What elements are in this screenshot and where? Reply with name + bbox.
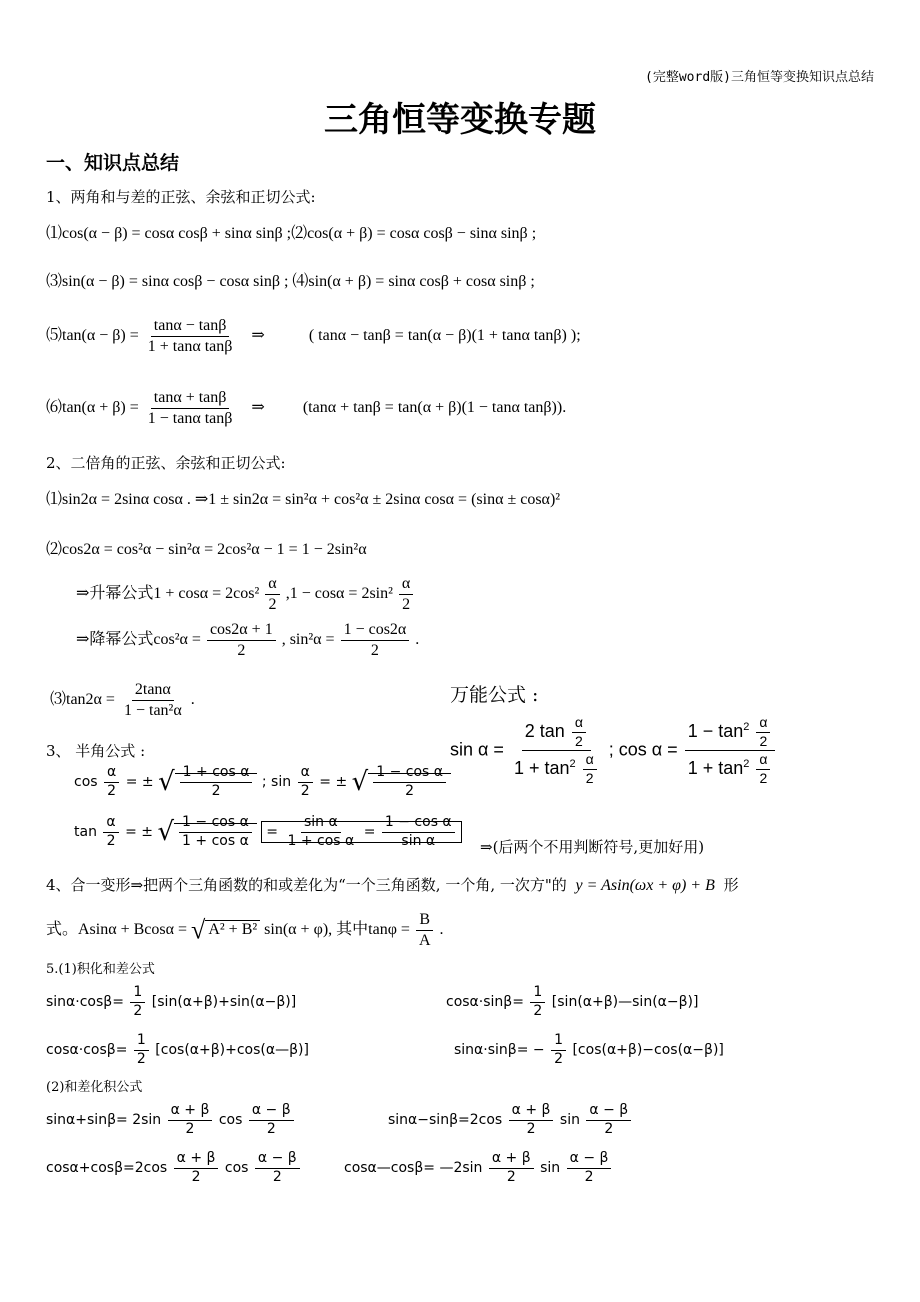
half-difference <box>249 1102 294 1138</box>
subheading-sum-difference: 1、两角和与差的正弦、余弦和正切公式: <box>46 188 316 206</box>
sqrt-icon: √ <box>157 817 175 847</box>
fraction-denominator: 2 <box>533 1002 543 1019</box>
cos-label: cos <box>224 1160 249 1176</box>
period: . <box>190 691 195 709</box>
one-minus-tan: 1 − tan <box>687 720 744 741</box>
one-plus-tan: 1 + tan <box>687 757 744 778</box>
tan-label: tan <box>74 824 97 840</box>
formula-sin-double: ⑴sin2α = 2sinα cosα . ⇒1 ± sin2α = sin²α + cos²α ± 2sinα cosα = (sinα ± cosα)² <box>46 491 561 508</box>
fraction-denominator: 1 + cos α <box>182 832 249 849</box>
two: 2 <box>759 769 768 786</box>
half-alpha <box>104 764 119 800</box>
combine-lhs: 式。Asinα + Bcosα = <box>46 921 188 939</box>
half-alpha <box>103 814 118 850</box>
fraction-numerator: α <box>265 574 279 595</box>
formula-tan-sum <box>46 388 566 429</box>
fraction-denominator: 2 <box>211 782 221 799</box>
product-rhs: [cos(α+β)+cos(α—β)] <box>155 1042 309 1058</box>
formula-raise-power <box>76 574 415 615</box>
two: 2 <box>107 782 117 799</box>
fraction-numerator: 1 − cos α <box>382 814 455 833</box>
fraction-numerator: 1 + cos α <box>180 764 253 783</box>
radicand-fraction <box>180 764 253 800</box>
fraction-denominator: 2 <box>506 1168 516 1185</box>
fraction-numerator: 1 <box>130 984 145 1003</box>
half-alpha <box>298 764 313 800</box>
fraction-denominator: 1 + cos α <box>287 832 355 849</box>
radicand <box>175 764 258 799</box>
fraction-denominator: 2 <box>402 596 411 613</box>
implies-arrow: ⇒ <box>251 399 265 417</box>
header-note: (完整word版)三角恒等变换知识点总结 <box>645 70 874 85</box>
sum-lhs: cosα+cosβ=2cos <box>46 1160 168 1176</box>
fraction-denominator: sin α <box>401 832 436 849</box>
combine-text: 4、合一变形⇒把两个三角函数的和或差化为“一个三角函数, 一个角, 一次方"的 <box>46 876 567 894</box>
half-sum <box>509 1102 554 1138</box>
fraction-denominator: 2 <box>370 642 379 659</box>
period: . <box>415 631 420 649</box>
tan-diff-lhs: ⑸tan(α − β) = <box>46 327 139 345</box>
half-difference <box>586 1102 631 1138</box>
tan-sum-lhs: ⑹tan(α + β) = <box>46 399 139 417</box>
fraction-numerator: α <box>399 574 413 595</box>
fraction-numerator: 1 <box>134 1032 149 1051</box>
formula-cos-cos-product <box>46 1032 309 1068</box>
one-half <box>551 1032 566 1068</box>
half-difference <box>255 1150 300 1186</box>
fraction-numerator: tanα + tanβ <box>151 388 230 409</box>
fraction-denominator: 2 <box>185 1120 195 1137</box>
sin-label: sin <box>540 1160 561 1176</box>
formula-sin-sin-product <box>454 1032 724 1068</box>
fraction-numerator: 2tanα <box>132 680 174 701</box>
formula-sin-diff-sum: ⑶sin(α − β) = sinα cosβ − cosα sinβ ; ⑷sin(α + β) = sinα cosβ + cosα sinβ ; <box>46 273 535 290</box>
square: 2 <box>743 720 750 733</box>
fraction-numerator: α − β <box>567 1150 612 1169</box>
fraction-denominator: 1 − tan²α <box>123 702 182 719</box>
fraction-numerator: α + β <box>168 1102 213 1121</box>
sin-label: sin <box>559 1112 580 1128</box>
radicand-fraction <box>373 764 446 800</box>
formula-half-cos-sin <box>74 764 451 800</box>
radicand <box>174 814 257 849</box>
alpha: α <box>572 714 586 733</box>
two-tan: 2 tan <box>524 720 565 741</box>
fraction-denominator: 2 <box>268 596 277 613</box>
formula-cos-plus-cos <box>46 1150 302 1186</box>
half-difference <box>567 1150 612 1186</box>
fraction-numerator: α − β <box>586 1102 631 1121</box>
product-rhs: [cos(α+β)−cos(α−β)] <box>572 1042 724 1058</box>
fraction-numerator: 1 <box>551 1032 566 1051</box>
fraction-denominator <box>685 751 776 787</box>
fraction-numerator <box>522 714 591 751</box>
fraction-numerator: 1 − cos α <box>373 764 446 783</box>
reduce-power-part1: ⇒降幂公式cos²α = <box>76 631 201 649</box>
fraction-numerator: sin α <box>301 814 341 833</box>
alpha: α <box>756 714 770 733</box>
combine-rhs: sin(α + φ), 其中tanφ = <box>264 921 410 939</box>
fraction-denominator <box>511 751 602 787</box>
sin-label: ; sin <box>261 774 292 790</box>
universal-formula-label: 万能公式 : <box>450 684 539 706</box>
fraction-denominator: 2 <box>237 642 246 659</box>
implies-arrow: ⇒ <box>251 327 265 345</box>
fraction-numerator: 1 − cos2α <box>341 620 410 641</box>
sum-lhs: sinα+sinβ= 2sin <box>46 1112 162 1128</box>
half-angle-note: ⇒(后两个不用判断符号,更加好用) <box>480 838 705 856</box>
fraction-numerator: α + β <box>174 1150 219 1169</box>
sin-universal-fraction <box>511 714 602 787</box>
square: 2 <box>743 757 750 770</box>
equals-plus-minus: = ± <box>125 824 154 840</box>
fraction-denominator: 1 − tanα tanβ <box>147 410 233 427</box>
one-half <box>134 1032 149 1068</box>
formula-sin-plus-sin <box>46 1102 296 1138</box>
two: 2 <box>106 832 116 849</box>
boxed-tan-half-formula <box>261 814 461 849</box>
two: 2 <box>574 732 583 749</box>
half-sum <box>168 1102 213 1138</box>
fraction-numerator: B <box>416 910 433 931</box>
two: 2 <box>585 769 594 786</box>
cos-alpha-lhs: ; cos α = <box>608 739 678 760</box>
fraction-denominator: 2 <box>133 1002 143 1019</box>
fraction-denominator: 2 <box>554 1050 564 1067</box>
equals-plus-minus: = ± <box>319 774 348 790</box>
half-angle-fraction <box>399 574 413 615</box>
cos-label: cos <box>74 774 98 790</box>
one-minus-cos-over-sin <box>382 814 455 850</box>
fraction-numerator: 1 − cos α <box>179 814 252 833</box>
tan-double-lhs: ⑶tan2α = <box>50 691 115 709</box>
tan-double-fraction <box>121 680 185 721</box>
product-lhs: sinα·cosβ= <box>46 994 124 1010</box>
tan-diff-fraction <box>145 316 236 357</box>
formula-combine <box>46 910 444 951</box>
cos-universal-fraction <box>685 714 776 787</box>
fraction-numerator: tanα − tanβ <box>151 316 230 337</box>
fraction-denominator: 1 + tanα tanβ <box>147 338 233 355</box>
formula-tan-double <box>50 680 195 721</box>
sin-alpha-lhs: sin α = <box>450 739 504 760</box>
equals-plus-minus: = ± <box>125 774 154 790</box>
half-sum <box>174 1150 219 1186</box>
sum-lhs: cosα—cosβ= —2sin <box>344 1160 483 1176</box>
fraction-denominator: 2 <box>266 1120 276 1137</box>
general-sine-form: y = Asin(ωx + φ) + B <box>575 877 715 894</box>
radicand <box>368 764 451 799</box>
formula-tan-diff <box>46 316 581 357</box>
half-alpha <box>756 751 770 787</box>
universal-formulas <box>450 714 777 787</box>
fraction-numerator <box>685 714 776 751</box>
b-over-a <box>416 910 434 951</box>
half-alpha <box>572 714 586 750</box>
combine-transform-text <box>46 874 739 895</box>
formula-cos-minus-cos <box>344 1150 613 1186</box>
reduce-power-part2: , sin²α = <box>281 631 335 649</box>
form-suffix: 形 <box>723 876 739 894</box>
formula-cos-diff-sum: ⑴cos(α − β) = cosα cosβ + sinα sinβ ;⑵cos(α + β) = cosα cosβ − sinα sinβ ; <box>46 225 537 242</box>
raise-power-part2: ,1 − cosα = 2sin² <box>285 585 393 603</box>
one-plus-tan: 1 + tan <box>513 757 570 778</box>
alpha: α <box>104 764 119 783</box>
formula-sin-cos-product <box>46 984 296 1020</box>
tan-diff-rhs: ( tanα − tanβ = tan(α − β)(1 + tanα tanβ) ); <box>308 327 581 345</box>
half-alpha <box>756 714 770 750</box>
formula-cos-sin-product <box>446 984 698 1020</box>
product-rhs: [sin(α+β)—sin(α−β)] <box>551 994 699 1010</box>
fraction-numerator: 1 <box>530 984 545 1003</box>
sin-over-one-plus-cos <box>284 814 357 850</box>
fraction-denominator: 2 <box>272 1168 282 1185</box>
fraction-denominator: 2 <box>191 1168 201 1185</box>
sqrt-icon: √ <box>158 767 175 797</box>
sum-lhs: sinα−sinβ=2cos <box>388 1112 503 1128</box>
product-lhs: cosα·sinβ= <box>446 994 524 1010</box>
cos-label: cos <box>218 1112 243 1128</box>
sqrt-icon: √ <box>191 915 206 945</box>
subheading-double-angle: 2、二倍角的正弦、余弦和正切公式: <box>46 454 286 472</box>
fraction-denominator: 2 <box>526 1120 536 1137</box>
two: 2 <box>759 732 768 749</box>
section-heading: 一、知识点总结 <box>46 152 180 174</box>
one-half <box>530 984 545 1020</box>
period: . <box>439 921 444 939</box>
half-sum <box>489 1150 534 1186</box>
cos2-fraction <box>207 620 276 661</box>
sin2-fraction <box>341 620 410 661</box>
half-angle-fraction <box>265 574 279 615</box>
fraction-denominator: 2 <box>604 1120 614 1137</box>
formula-reduce-power <box>76 620 419 661</box>
subheading-half-angle: 3、 半角公式 : <box>46 742 146 760</box>
page-title: 三角恒等变换专题 <box>324 100 596 140</box>
square: 2 <box>569 757 576 770</box>
alpha: α <box>756 751 770 770</box>
alpha: α <box>298 764 313 783</box>
fraction-numerator: α − β <box>255 1150 300 1169</box>
subheading-product-to-sum: 5.(1)积化和差公式 <box>46 962 155 977</box>
fraction-denominator: 2 <box>584 1168 594 1185</box>
sqrt-icon: √ <box>351 767 369 797</box>
fraction-numerator: α + β <box>509 1102 554 1121</box>
tan-sum-rhs: (tanα + tanβ = tan(α + β)(1 − tanα tanβ)). <box>302 399 567 417</box>
alpha: α <box>583 751 597 770</box>
one-half <box>130 984 145 1020</box>
formula-half-tan <box>74 814 462 850</box>
fraction-denominator: A <box>418 932 431 949</box>
half-alpha <box>583 751 597 787</box>
fraction-denominator: 2 <box>136 1050 146 1067</box>
fraction-numerator: α + β <box>489 1150 534 1169</box>
two: 2 <box>300 782 310 799</box>
fraction-denominator: 2 <box>405 782 415 799</box>
alpha: α <box>103 814 118 833</box>
product-rhs: [sin(α+β)+sin(α−β)] <box>151 994 297 1010</box>
fraction-numerator: α − β <box>249 1102 294 1121</box>
formula-cos-double: ⑵cos2α = cos²α − sin²α = 2cos²α − 1 = 1 − 2sin²α <box>46 541 367 558</box>
subheading-sum-to-product: (2)和差化积公式 <box>46 1080 143 1095</box>
product-lhs: sinα·sinβ= − <box>454 1042 545 1058</box>
radicand: A² + B² <box>205 920 260 938</box>
tan-sum-fraction <box>145 388 236 429</box>
fraction-numerator: cos2α + 1 <box>207 620 276 641</box>
raise-power-part1: ⇒升幂公式1 + cosα = 2cos² <box>76 585 260 603</box>
formula-sin-minus-sin <box>388 1102 633 1138</box>
equals: = <box>363 824 376 840</box>
equals: = <box>266 824 279 840</box>
product-lhs: cosα·cosβ= <box>46 1042 128 1058</box>
radicand-fraction <box>179 814 252 850</box>
